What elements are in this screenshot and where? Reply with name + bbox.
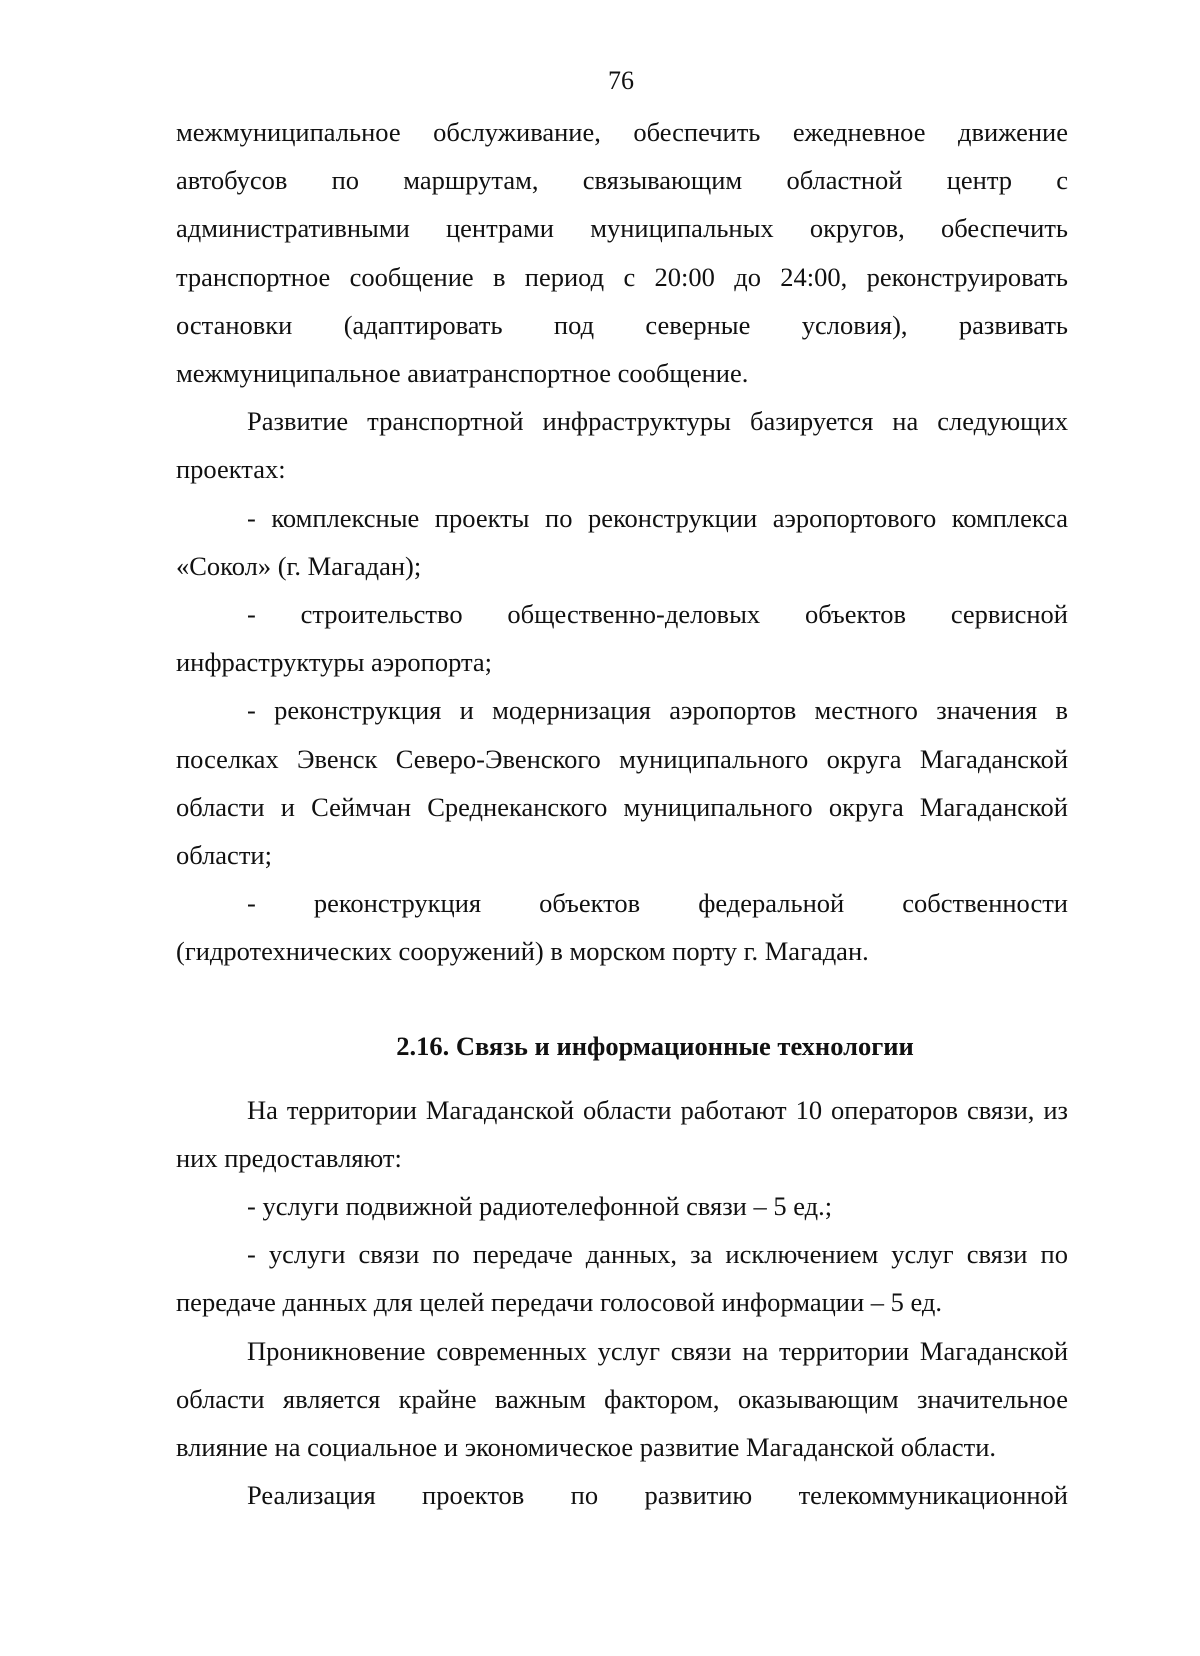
list-item-data-services: - услуги связи по передаче данных, за исключением услуг связи по передаче данных для целей передачи голосовой информации – 5 ед. <box>176 1239 1068 1318</box>
list-item-airport-complex: - комплексные проекты по реконструкции аэропортового комплекса «Сокол» (г. Магадан); <box>176 502 1068 581</box>
list-item-local-airports: - реконструкция и модернизация аэропортов местного значения в поселках Эвенск Северо-Эвенского муниципального округа Магаданской области и Сеймчан Среднеканского муниципального округа Магаданской области; <box>176 695 1068 871</box>
list-item-mobile-services: - услуги подвижной радиотелефонной связи – 5 ед.; <box>247 1191 833 1222</box>
list-item-service-infrastructure: - строительство общественно-деловых объектов сервисной инфраструктуры аэропорта; <box>176 599 1068 678</box>
paragraph-continuation: межмуниципальное обслуживание, обеспечить ежедневное движение автобусов по маршрутам, связывающим областной центр с административными центрами муниципальных округов, обеспечить транспортное сообщение в период с 20:00 до 24:00, реконструировать остановки (адаптировать под северные условия), развивать межмуниципальное авиатранспортное сообщение. <box>176 117 1068 389</box>
paragraph-projects-telecom: Реализация проектов по развитию телекоммуникационной <box>247 1480 1068 1511</box>
paragraph-projects-intro: Развитие транспортной инфраструктуры базируется на следующих проектах: <box>176 406 1068 485</box>
list-item-seaport: - реконструкция объектов федеральной собственности (гидротехнических сооружений) в морском порту г. Магадан. <box>176 888 1068 967</box>
page-number: 76 <box>608 66 634 95</box>
document-body <box>176 108 1068 1519</box>
paragraph-operators: На территории Магаданской области работают 10 операторов связи, из них предоставляют: <box>176 1094 1068 1173</box>
section-heading: 2.16. Связь и информационные технологии <box>396 1030 914 1061</box>
paragraph-penetration: Проникновение современных услуг связи на территории Магаданской области является крайне важным фактором, оказывающим значительное влияние на социальное и экономическое развитие Магаданской области. <box>176 1335 1068 1463</box>
